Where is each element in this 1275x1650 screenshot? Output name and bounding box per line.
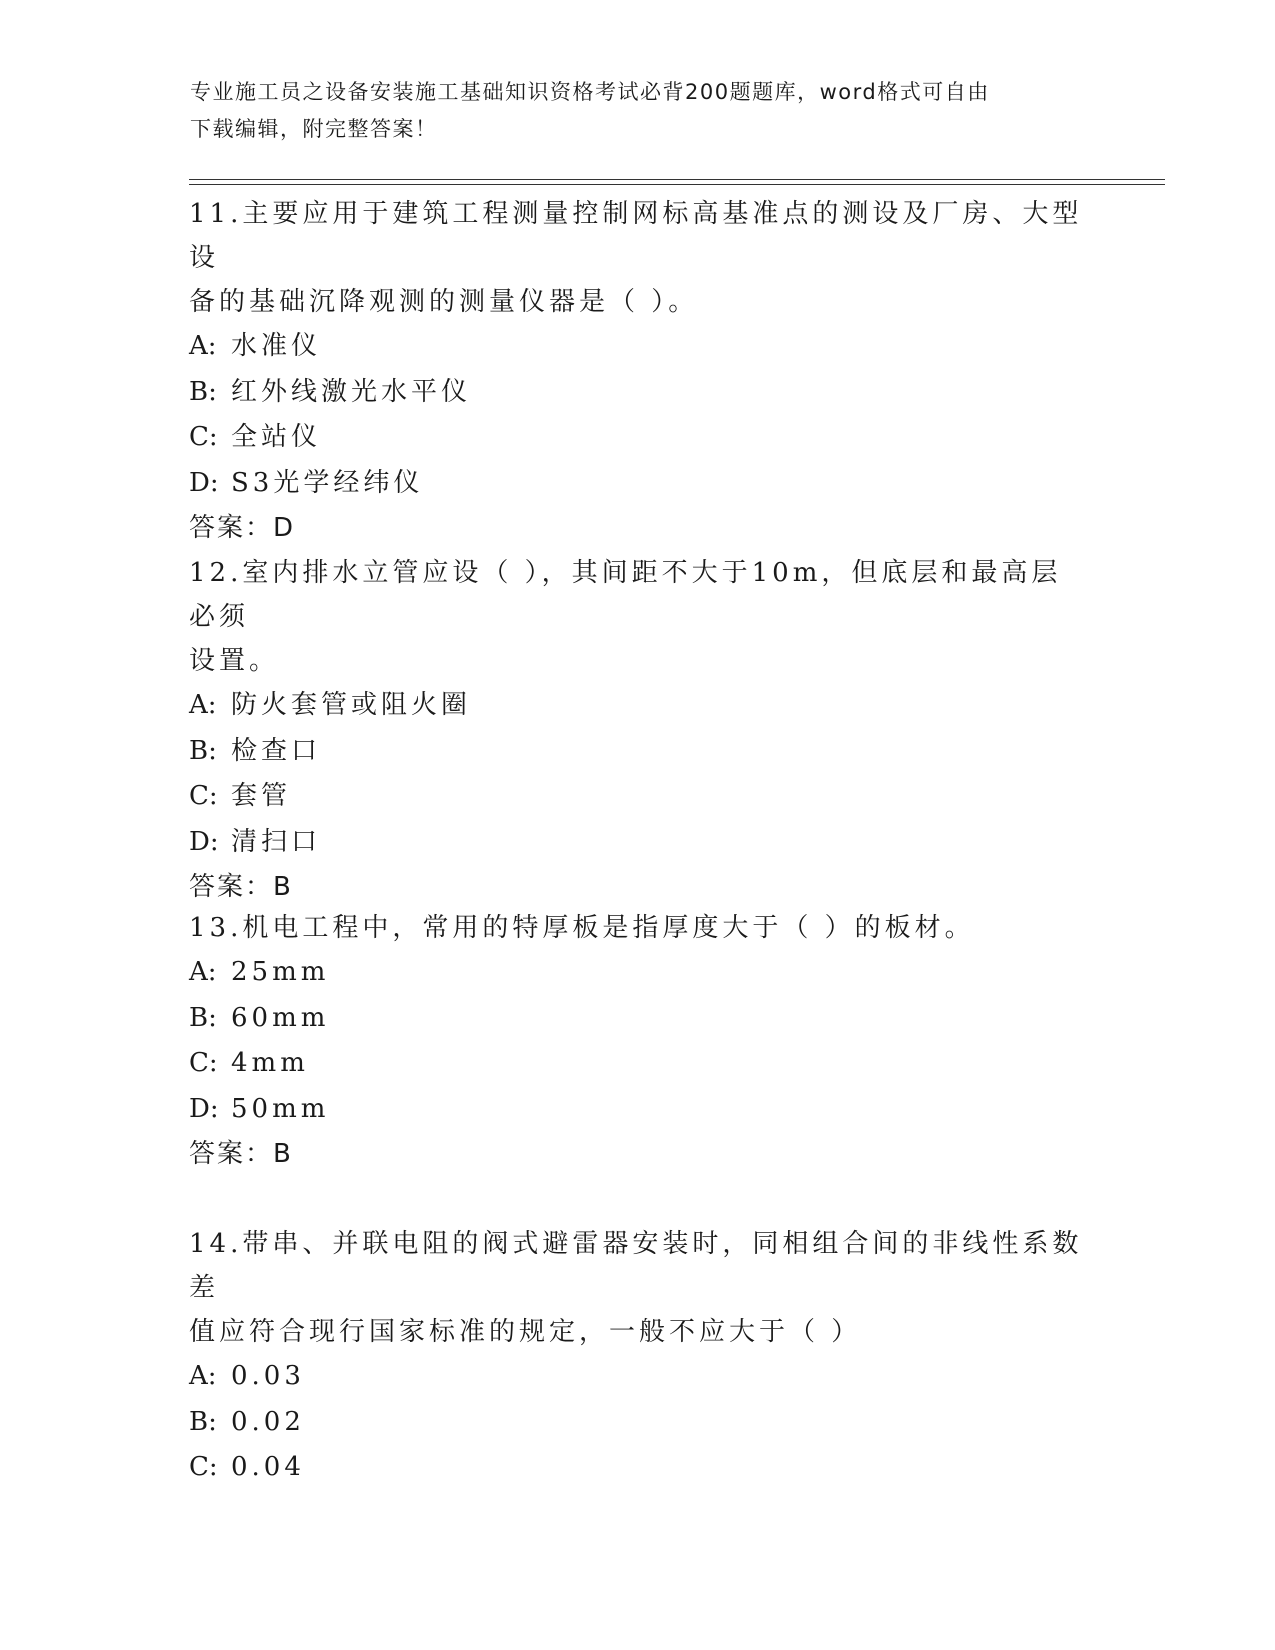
- question-stem-line: 13.机电工程中，常用的特厚板是指厚度大于（ ）的板材。: [189, 913, 975, 943]
- option-letter: D:: [189, 1093, 219, 1124]
- option-text: 50mm: [231, 1093, 330, 1124]
- option-letter: A:: [189, 957, 217, 987]
- question-stem-line: 设置。: [189, 646, 280, 676]
- option-letter: B:: [189, 735, 217, 766]
- option-letter: D:: [189, 826, 219, 857]
- option-text: 水准仪: [231, 331, 322, 361]
- answer-line: 答案：B: [189, 872, 293, 902]
- question-stem-line: 12.室内排水立管应设（ ），其间距不大于10m，但底层和最高层必须: [189, 558, 1062, 632]
- question-stem-line: 14.带串、并联电阻的阀式避雷器安装时，同相组合间的非线性系数差: [189, 1229, 1083, 1303]
- option-text: 0.02: [231, 1406, 305, 1437]
- option-text: 套管: [231, 781, 292, 811]
- option-text: 全站仪: [231, 422, 322, 452]
- option-text: 红外线激光水平仪: [231, 376, 472, 407]
- option-d: [189, 1087, 1089, 1133]
- option-d: [189, 820, 1089, 866]
- question-14: [189, 1222, 1089, 1491]
- question-stem-line: 值应符合现行国家标准的规定，一般不应大于（ ）: [189, 1317, 862, 1347]
- option-d: [189, 461, 1089, 507]
- option-b: [189, 370, 1089, 416]
- document-header: [190, 74, 1090, 148]
- option-c: [189, 774, 1089, 820]
- option-letter: A:: [189, 1361, 217, 1391]
- question-12: [189, 551, 1089, 909]
- option-letter: C:: [189, 422, 218, 452]
- option-b: [189, 729, 1089, 775]
- option-letter: C:: [189, 781, 218, 811]
- option-letter: B:: [189, 1002, 217, 1033]
- option-letter: D:: [189, 467, 219, 498]
- header-divider-bottom: [189, 184, 1165, 185]
- option-c: [189, 1041, 1089, 1087]
- option-letter: C:: [189, 1048, 218, 1078]
- option-a: [189, 1354, 1089, 1400]
- header-line-1: 专业施工员之设备安装施工基础知识资格考试必背200题题库，word格式可自由: [190, 80, 990, 104]
- option-text: 25mm: [231, 957, 330, 987]
- option-letter: A:: [189, 331, 217, 361]
- header-line-2: 下载编辑，附完整答案！: [190, 117, 438, 141]
- header-divider-top: [189, 179, 1165, 180]
- question-11: [189, 192, 1089, 550]
- question-stem-line: 备的基础沉降观测的测量仪器是（ ）。: [189, 287, 699, 317]
- option-text: 检查口: [231, 735, 322, 766]
- option-text: S3光学经纬仪: [231, 467, 424, 498]
- option-c: [189, 1445, 1089, 1491]
- option-text: 防火套管或阻火圈: [231, 690, 472, 720]
- answer-line: 答案：B: [189, 1139, 293, 1169]
- question-stem-line: 11.主要应用于建筑工程测量控制网标高基准点的测设及厂房、大型设: [189, 199, 1083, 273]
- option-text: 4mm: [231, 1048, 309, 1078]
- option-b: [189, 996, 1089, 1042]
- option-text: 清扫口: [231, 826, 322, 857]
- option-letter: B:: [189, 376, 217, 407]
- option-letter: B:: [189, 1406, 217, 1437]
- option-letter: A:: [189, 690, 217, 720]
- option-letter: C:: [189, 1452, 218, 1482]
- question-13: [189, 906, 1089, 1176]
- option-text: 0.04: [231, 1452, 305, 1482]
- option-text: 0.03: [231, 1361, 305, 1391]
- option-a: [189, 324, 1089, 370]
- option-text: 60mm: [231, 1002, 330, 1033]
- option-c: [189, 415, 1089, 461]
- option-b: [189, 1400, 1089, 1446]
- answer-line: 答案：D: [189, 513, 296, 543]
- option-a: [189, 683, 1089, 729]
- option-a: [189, 950, 1089, 996]
